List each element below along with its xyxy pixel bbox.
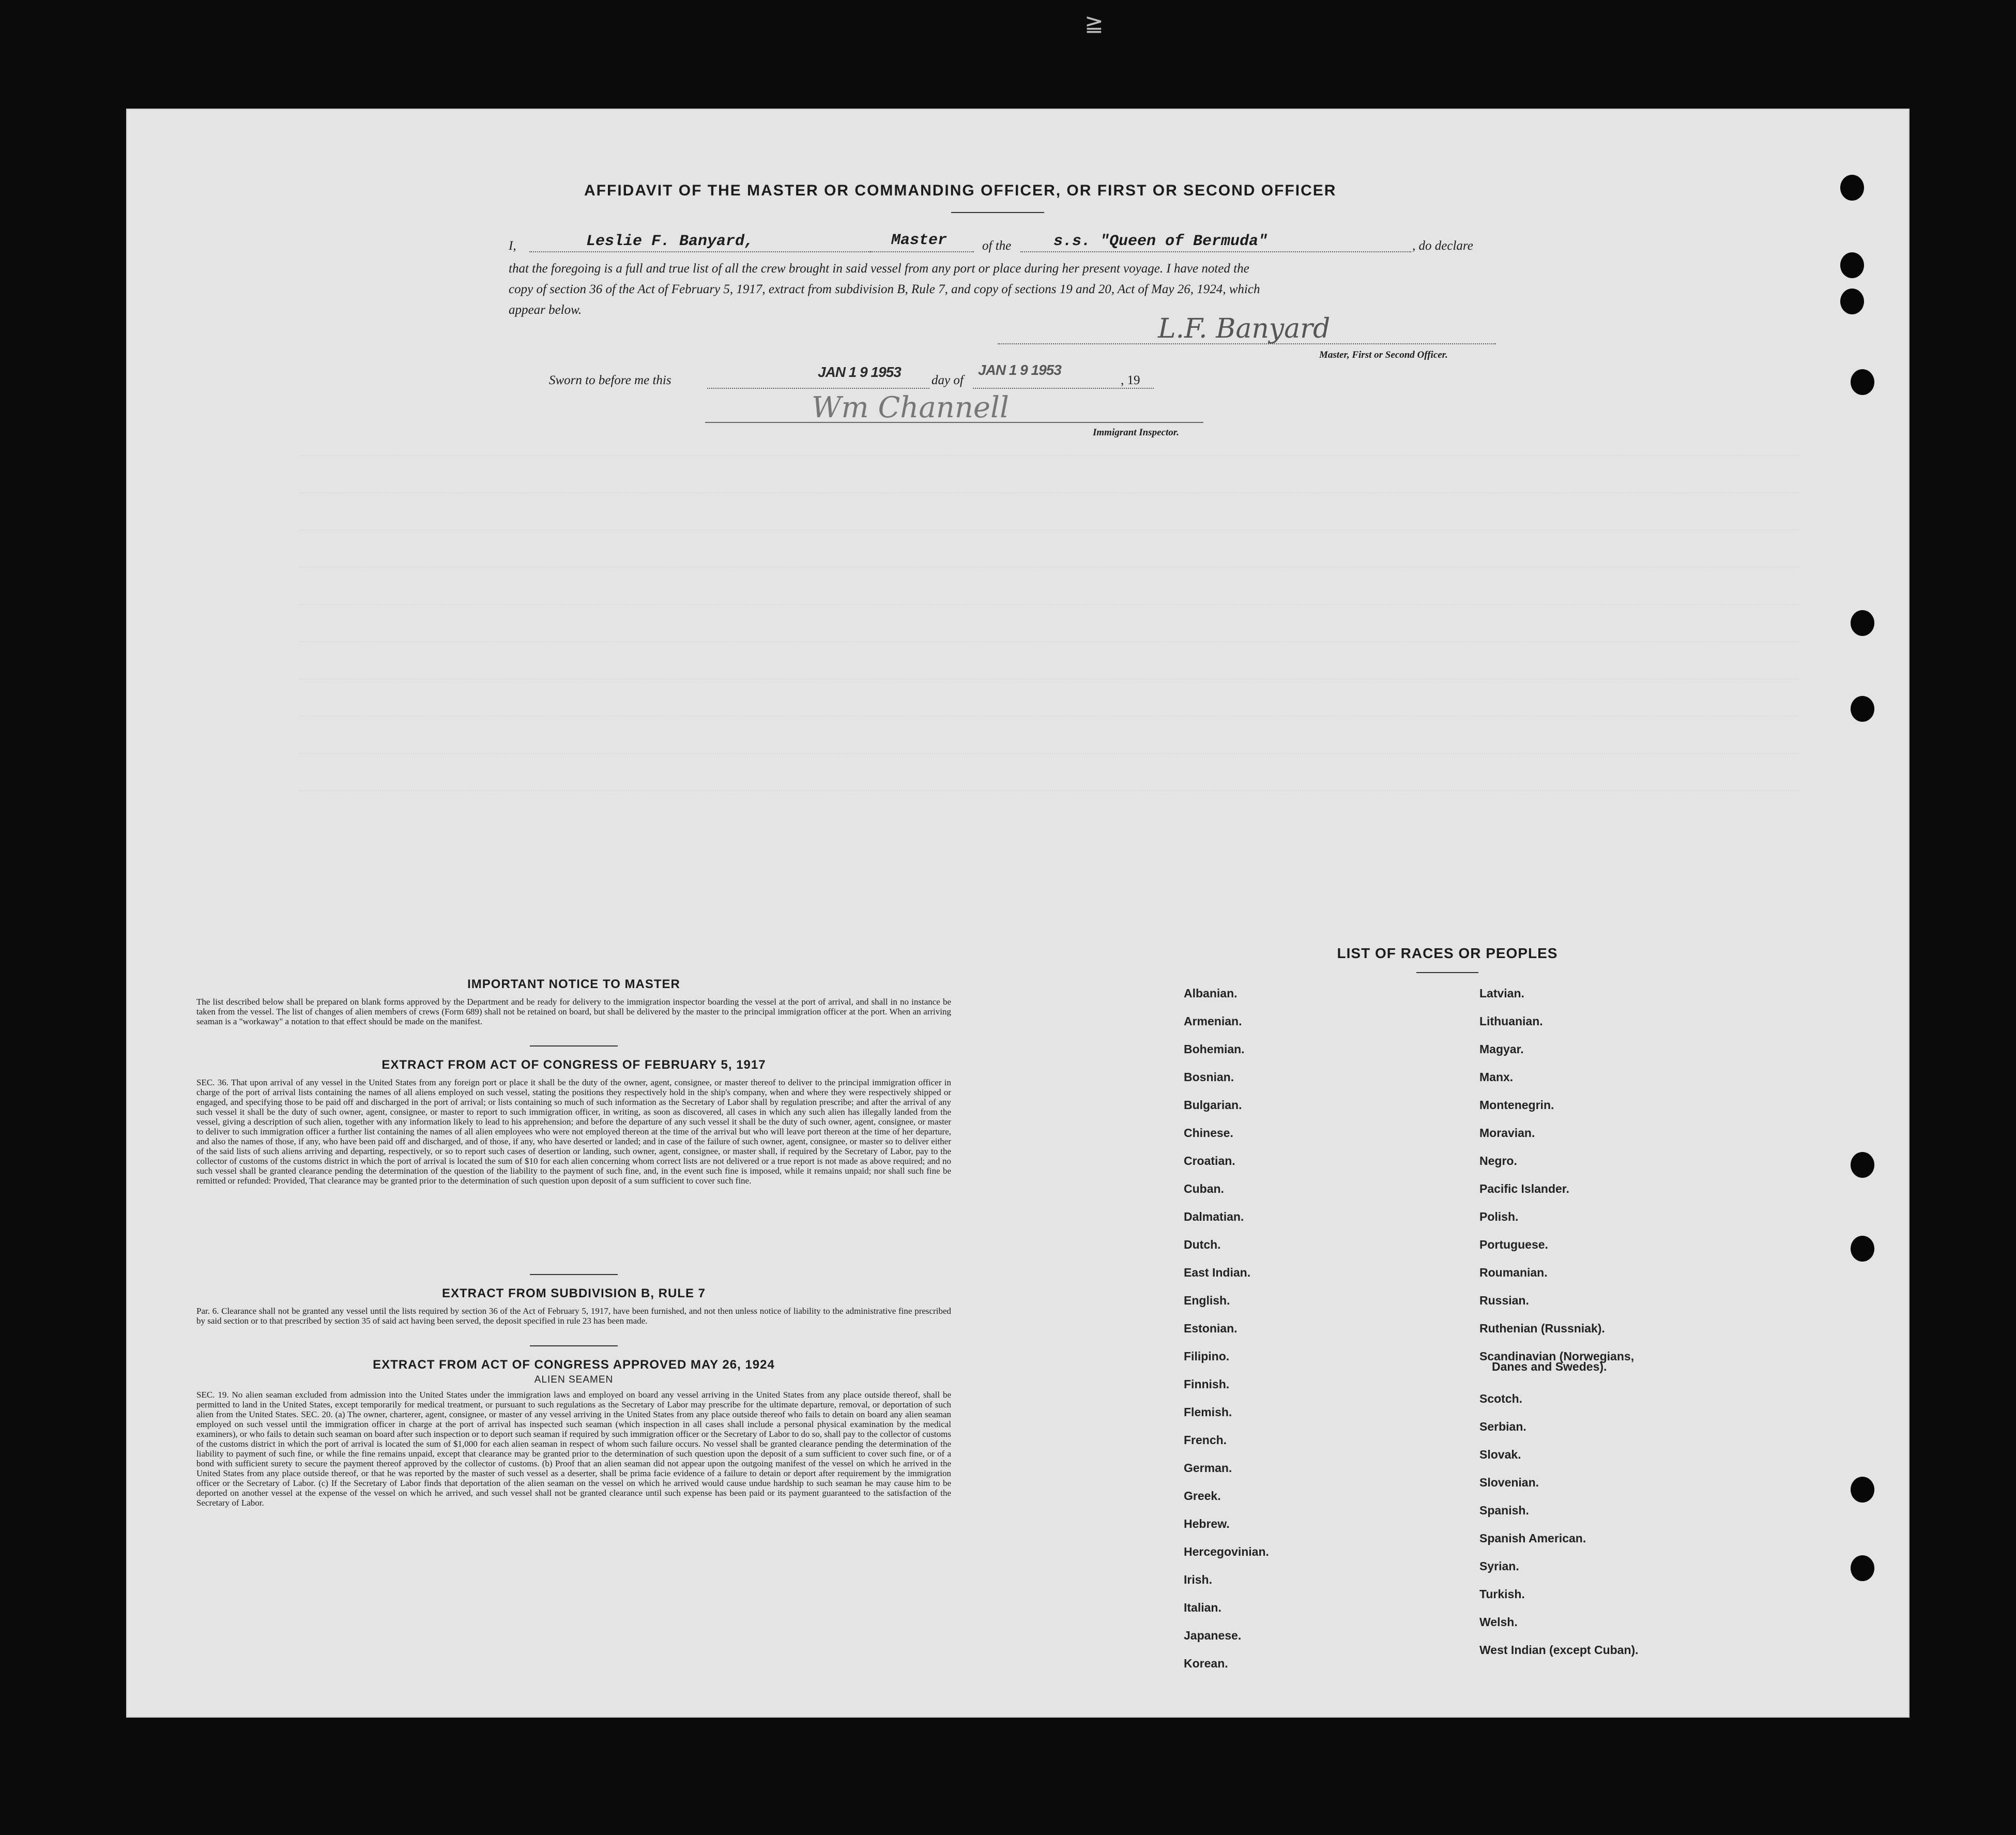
of-the-label: of the — [982, 239, 1012, 253]
title-rule — [951, 212, 1044, 213]
race-item: German. — [1184, 1461, 1232, 1475]
race-item: Dutch. — [1184, 1238, 1221, 1251]
master-signature-line — [998, 343, 1496, 344]
race-item: Dalmatian. — [1184, 1210, 1244, 1223]
race-item: Magyar. — [1479, 1042, 1524, 1056]
year-label: , 19 — [1121, 373, 1140, 387]
race-item: French. — [1184, 1433, 1227, 1447]
race-item: Ruthenian (Russniak). — [1479, 1322, 1605, 1335]
divider — [530, 1045, 618, 1047]
race-item: Chinese. — [1184, 1126, 1233, 1140]
notice-text: The list described below shall be prepared on blank forms approved by the Department and be ready for delivery to the immigration inspector boarding the vessel at the port of arrival, and shall in no instance be taken from the vessel. The list of changes of alien members of crews (Form 689) shall not be retained on board, but shall be delivered by the master to the principal immigration officer at the port. When an arriving seaman is a "workaway" a notation to that effect should be made on the manifest. — [196, 997, 951, 1026]
race-item: Pacific Islander. — [1479, 1182, 1569, 1195]
race-item: Montenegrin. — [1479, 1098, 1554, 1112]
race-item: Japanese. — [1184, 1629, 1242, 1642]
race-item: Hercegovinian. — [1184, 1545, 1269, 1558]
race-item: Scotch. — [1479, 1392, 1523, 1405]
vessel-name: s.s. "Queen of Bermuda" — [1053, 233, 1268, 250]
date-stamp-day: JAN 1 9 1953 — [818, 364, 901, 380]
punch-hole — [1851, 610, 1874, 636]
race-item: West Indian (except Cuban). — [1479, 1643, 1639, 1657]
race-item: Cuban. — [1184, 1182, 1224, 1195]
declaration-line-1 — [509, 233, 1501, 253]
master-rank: Master — [891, 232, 948, 249]
race-item: Greek. — [1184, 1489, 1221, 1503]
inspector-signature: Wm Channell — [812, 391, 1009, 424]
race-item: Danes and Swedes). — [1492, 1360, 1607, 1373]
race-item: Polish. — [1479, 1210, 1519, 1223]
declaration-text — [509, 259, 1501, 321]
race-item: Irish. — [1184, 1573, 1212, 1586]
race-item: Manx. — [1479, 1070, 1514, 1084]
punch-hole — [1851, 696, 1874, 722]
race-item: Bulgarian. — [1184, 1098, 1242, 1112]
extract-1924-subtitle: ALIEN SEAMEN — [534, 1374, 614, 1385]
punch-hole — [1840, 175, 1864, 201]
race-item: Moravian. — [1479, 1126, 1535, 1140]
inspector-signature-line — [705, 422, 1203, 423]
race-item: Estonian. — [1184, 1322, 1238, 1335]
top-edge-mark: ≧ — [1085, 10, 1104, 37]
master-signature-caption: Master, First or Second Officer. — [1319, 350, 1448, 360]
race-item: Serbian. — [1479, 1420, 1526, 1433]
declaration-line-2: that the foregoing is a full and true list of all the crew brought in said vessel from any port or place during her present voyage. I have noted the — [509, 262, 1249, 276]
race-item: Bosnian. — [1184, 1070, 1234, 1084]
race-item: Portuguese. — [1479, 1238, 1548, 1251]
race-item: English. — [1184, 1294, 1230, 1307]
race-item: Turkish. — [1479, 1587, 1525, 1601]
race-item: Flemish. — [1184, 1405, 1232, 1419]
race-item: Korean. — [1184, 1657, 1228, 1670]
races-left-column — [1184, 987, 1453, 1685]
race-item: Spanish. — [1479, 1504, 1529, 1517]
affidavit-title: AFFIDAVIT OF THE MASTER OR COMMANDING OFFICER, OR FIRST OR SECOND OFFICER — [584, 182, 1337, 199]
date-stamp-month: JAN 1 9 1953 — [978, 362, 1061, 378]
notices-column — [196, 977, 951, 1597]
declaration-line-3: copy of section 36 of the Act of February 5, 1917, extract from subdivision B, Rule 7, and copy of sections 19 and 20, Act of May 26, 1924, which — [509, 282, 1260, 296]
race-item: Armenian. — [1184, 1014, 1242, 1028]
race-item: Hebrew. — [1184, 1517, 1230, 1530]
rank-field — [870, 233, 974, 252]
race-item: Bohemian. — [1184, 1042, 1245, 1056]
notice-title: IMPORTANT NOTICE TO MASTER — [467, 977, 680, 991]
race-item: Filipino. — [1184, 1349, 1230, 1363]
day-of-label: day of — [931, 373, 964, 387]
extract-1924-text: SEC. 19. No alien seaman excluded from admission into the United States under the immigration laws and employed on board any vessel arriving in the United States from any place outside thereof, shall be permitted to land in the United States, except temporarily for medical treatment, or pursuant to such regulations as the Secretary of Labor may prescribe for the ultimate departure, removal, or deportation of such alien from the United States. SEC. 20. (a) The owner, charterer, agent, consignee, or master of any vessel arriving in the United States from any place outside thereof who fails to detain on board any alien seaman employed on such vessel until the immigration officer in charge at the port of arrival has inspected such seaman (which inspection in all cases shall include a personal physical examination by the medical examiners), or who fails to detain such seaman on board after such inspection or to deport such seaman if required by such immigration officer or the Secretary of Labor to do so, shall pay to the collector of customs of the customs district in which the port of arrival is located the sum of $1,000 for each alien seaman in respect of whom such failure occurs. No vessel shall be granted clearance pending the determination of the liability to payment of such fine, or while the fine remains unpaid, except that clearance may be granted prior to the determination of such question upon the deposit of a sum sufficient to cover such fine, or of a bond with sufficient surety to secure the payment thereof approved by the collector of customs. (b) Proof that an alien seaman did not appear upon the outgoing manifest of the vessel on which he arrived in the United States from any place outside thereof, or that he was reported by the master of such vessel as a deserter, shall be prima facie evidence of a failure to detain or deport after requirement by the immigration officer or the Secretary of Labor. (c) If the Secretary of Labor finds that deportation of the alien seaman on the vessel on which he arrived would cause undue hardship to such seaman he may cause him to be deported on another vessel at the expense of the vessel on which he arrived, and such vessel shall not be granted clearance until such expense has been paid or its payment guaranteed to the satisfaction of the Secretary of Labor. — [196, 1390, 951, 1508]
race-item: Welsh. — [1479, 1615, 1518, 1629]
races-right-column — [1479, 987, 1790, 1671]
bleed-through-area — [300, 445, 1799, 951]
master-signature: L.F. Banyard — [1158, 313, 1331, 344]
race-item: Spanish American. — [1479, 1531, 1586, 1545]
race-item: Lithuanian. — [1479, 1014, 1543, 1028]
race-item: Syrian. — [1479, 1559, 1519, 1573]
race-item: Roumanian. — [1479, 1266, 1548, 1279]
race-item: Albanian. — [1184, 987, 1238, 1000]
declaration-line-4: appear below. — [509, 303, 582, 317]
subdivision-text: Par. 6. Clearance shall not be granted any vessel until the lists required by section 36 of the Act of February 5, 1917, have been furnished, and not then unless notice of liability to the administrative fine prescribed by said section or to that prescribed by section 35 of said act having been served, the deposit specified in rule 23 has been made. — [196, 1306, 951, 1326]
race-item: East Indian. — [1184, 1266, 1251, 1279]
divider — [530, 1274, 618, 1275]
races-title-rule — [1416, 972, 1478, 973]
extract-1917-title: EXTRACT FROM ACT OF CONGRESS OF FEBRUARY 5, 1917 — [381, 1058, 766, 1072]
punch-hole — [1840, 289, 1864, 314]
master-name: Leslie F. Banyard, — [586, 233, 754, 250]
punch-hole — [1851, 1477, 1874, 1503]
punch-hole — [1851, 1236, 1874, 1262]
extract-1917-text: SEC. 36. That upon arrival of any vessel in the United States from any foreign port or place it shall be the duty of the owner, agent, consignee, or master thereof to deliver to the principal immigration officer in charge of the port of arrival lists containing the names of all aliens employed on such vessel, stating the positions they respectively hold in the ship's company, when and where they were respectively shipped or engaged, and specifying those to be paid off and discharged in the port of arrival; or lists containing so much of such information as the Secretary of Labor shall by regulation prescribe; and after the arrival of any such vessel it shall be the duty of such owner, agent, consignee, or master to report to such immigration officer, in writing, as soon as discovered, all cases in which any such alien has illegally landed from the vessel, giving a description of such alien, together with any information likely to lead to his apprehension; and before the departure of any such vessel it shall be the duty of such owner, agent, consignee, or master to deliver to such immigration officer a further list containing the names of all alien employees who were not employed thereon at the time of the arrival but who will leave port thereon at the time of her departure, and also the names of those, if any, who have been paid off and discharged, and of those, if any, who have deserted or landed; and in case of the failure of such owner, agent, consignee, or master so to deliver either of the said lists of such aliens arriving and departing, respectively, or so to report such cases of desertion or landing, such owner, agent, consignee, or master shall, if required by the Secretary of Labor, pay to the collector of customs of the customs district in which the port of arrival is located the sum of $10 for each alien concerning whom correct lists are not delivered or a true report is not made as above required; and no such vessel shall be granted clearance pending the determination of the question of the liability to the payment of such fine, and, in the event such fine is imposed, while it remains unpaid; nor shall such fine be remitted or refunded: Provided, That clearance may be granted prior to the determination of such question upon deposit of a sum sufficient to cover such fine. — [196, 1078, 951, 1186]
races-title: LIST OF RACES OR PEOPLES — [1337, 945, 1558, 961]
race-item: Slovenian. — [1479, 1476, 1539, 1489]
race-item: Italian. — [1184, 1601, 1221, 1614]
extract-1924-title: EXTRACT FROM ACT OF CONGRESS APPROVED MAY 26, 1924 — [373, 1358, 775, 1372]
inspector-caption: Immigrant Inspector. — [1093, 427, 1179, 438]
divider — [530, 1345, 618, 1346]
i-label: I, — [509, 239, 516, 253]
punch-hole — [1851, 1152, 1874, 1178]
subdivision-title: EXTRACT FROM SUBDIVISION B, RULE 7 — [441, 1286, 706, 1300]
race-item: Croatian. — [1184, 1154, 1235, 1167]
punch-hole — [1851, 369, 1874, 395]
race-item: Slovak. — [1479, 1448, 1521, 1461]
race-item: Finnish. — [1184, 1377, 1230, 1391]
race-item: Latvian. — [1479, 987, 1524, 1000]
race-item: Scandinavian (Norwegians, — [1479, 1349, 1635, 1363]
punch-hole — [1851, 1555, 1874, 1581]
punch-hole — [1840, 252, 1864, 278]
sworn-line — [549, 362, 1169, 391]
race-item: Russian. — [1479, 1294, 1529, 1307]
do-declare-label: , do declare — [1412, 239, 1473, 253]
race-item: Negro. — [1479, 1154, 1517, 1167]
sworn-label: Sworn to before me this — [549, 373, 671, 387]
